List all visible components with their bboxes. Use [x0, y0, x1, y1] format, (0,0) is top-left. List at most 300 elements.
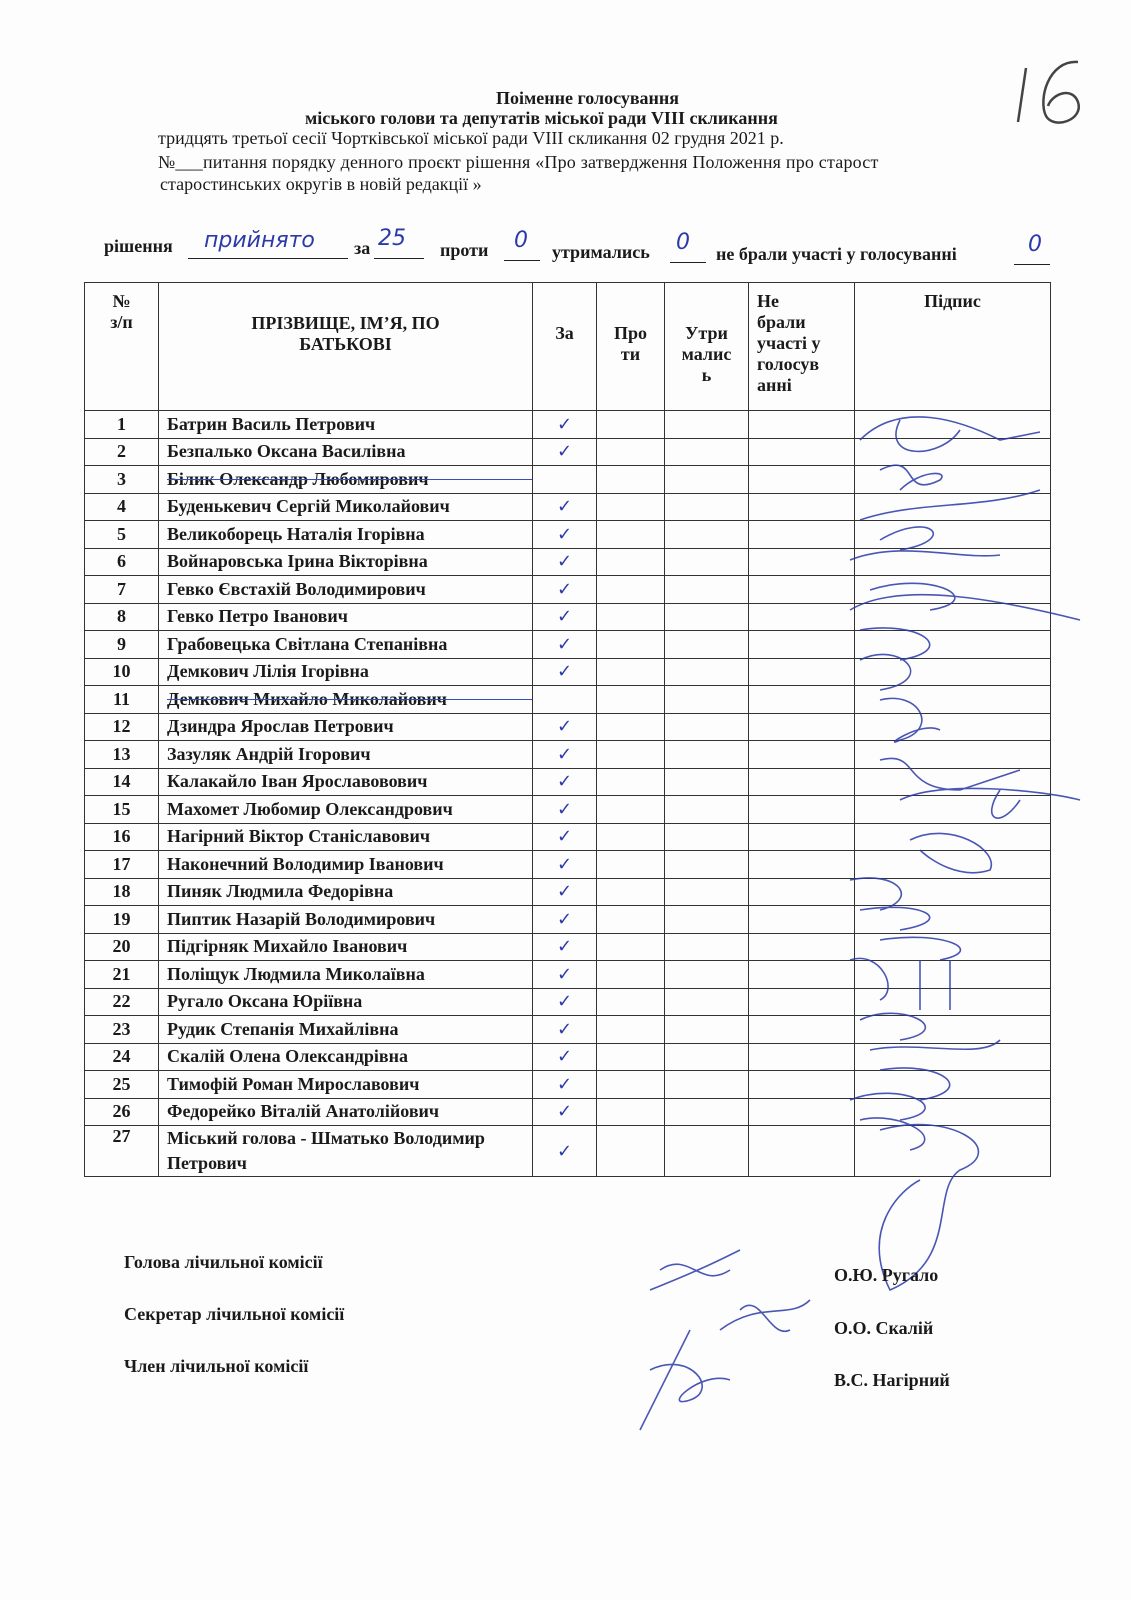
vote-against-cell	[597, 796, 665, 824]
check-mark-icon: ✓	[556, 441, 573, 463]
table-row	[85, 411, 1051, 439]
row-number-text: 6	[117, 551, 126, 572]
vote-abstain-cell	[665, 1043, 749, 1071]
vote-notvoted-cell	[749, 548, 855, 576]
vote-against-cell	[597, 658, 665, 686]
table-row	[85, 878, 1051, 906]
row-number-text: 5	[117, 523, 126, 544]
vote-abstain-cell	[665, 493, 749, 521]
handwritten-page-number	[1008, 50, 1098, 130]
deputy-name-text: Великоборець Наталія Ігорівна	[167, 523, 425, 544]
deputy-name-text: Махомет Любомир Олександрович	[167, 798, 453, 819]
vote-abstain-cell	[665, 906, 749, 934]
vote-abstain-cell	[665, 658, 749, 686]
deputy-name	[159, 603, 533, 631]
row-number-text: 12	[112, 716, 131, 737]
check-mark-icon: ✓	[556, 1073, 573, 1095]
decision-line	[104, 226, 1084, 272]
row-number-text: 19	[112, 908, 131, 929]
signature-cell	[855, 603, 1051, 631]
check-mark-icon: ✓	[556, 991, 573, 1013]
vote-abstain-cell	[665, 603, 749, 631]
deputy-name	[159, 796, 533, 824]
signature-cell	[855, 686, 1051, 714]
check-mark-icon: ✓	[556, 771, 573, 793]
vote-for-cell	[533, 548, 597, 576]
session-line: тридцять третьої сесії Чортківської міської ради VIII скликання 02 грудня 2021 р.	[158, 128, 784, 148]
vote-against-cell	[597, 411, 665, 439]
vote-against-cell	[597, 438, 665, 466]
row-number	[85, 878, 159, 906]
check-mark-icon: ✓	[556, 881, 573, 903]
vote-abstain-cell	[665, 851, 749, 879]
row-number-text: 16	[112, 826, 131, 847]
deputy-name-text: Ругало Оксана Юріївна	[167, 991, 363, 1012]
notvoted-value: 0	[1028, 232, 1042, 257]
row-number-text: 9	[117, 633, 126, 654]
vote-abstain-cell	[665, 1016, 749, 1044]
deputy-name	[159, 1043, 533, 1071]
deputy-name	[159, 961, 533, 989]
vote-notvoted-cell	[749, 906, 855, 934]
deputy-name-text: Міський голова - Шматько Володимир Петрович	[167, 1128, 485, 1173]
vote-notvoted-cell	[749, 1043, 855, 1071]
row-number-text: 23	[112, 1018, 131, 1039]
row-number-text: 11	[112, 688, 130, 709]
row-number	[85, 906, 159, 934]
vote-against-cell	[597, 1098, 665, 1126]
deputy-name-text: Тимофій Роман Мирославович	[167, 1073, 420, 1094]
table-row	[85, 741, 1051, 769]
deputy-name-text: Скалій Олена Олександрівна	[167, 1046, 408, 1067]
signature-cell	[855, 1016, 1051, 1044]
vote-abstain-cell	[665, 1098, 749, 1126]
check-mark-icon: ✓	[556, 963, 573, 985]
deputy-name	[159, 906, 533, 934]
col-against	[597, 283, 665, 411]
vote-notvoted-cell	[749, 988, 855, 1016]
table-row	[85, 438, 1051, 466]
vote-notvoted-cell	[749, 768, 855, 796]
deputy-name	[159, 878, 533, 906]
vote-abstain-cell	[665, 988, 749, 1016]
row-number	[85, 658, 159, 686]
vote-against-cell	[597, 548, 665, 576]
deputy-name-text: Грабовецька Світлана Степанівна	[167, 633, 448, 654]
row-number	[85, 713, 159, 741]
vote-notvoted-cell	[749, 1126, 855, 1177]
signature-cell	[855, 1098, 1051, 1126]
row-number-text: 14	[112, 771, 131, 792]
vote-for-cell	[533, 988, 597, 1016]
table-row	[85, 713, 1051, 741]
deputy-name-text: Наконечний Володимир Іванович	[167, 853, 444, 874]
deputy-name	[159, 1098, 533, 1126]
signature-cell	[855, 933, 1051, 961]
vote-against-cell	[597, 631, 665, 659]
row-number-text: 27	[112, 1126, 131, 1146]
signature-cell	[855, 411, 1051, 439]
deputy-name-text: Демкович Михайло Миколайович	[167, 688, 447, 709]
row-number	[85, 493, 159, 521]
deputy-name	[159, 548, 533, 576]
vote-notvoted-cell	[749, 741, 855, 769]
vote-against-cell	[597, 961, 665, 989]
for-value: 25	[378, 226, 406, 251]
check-mark-icon: ✓	[556, 716, 573, 738]
check-mark-icon: ✓	[556, 551, 573, 573]
signature-cell	[855, 823, 1051, 851]
header-number: № з/п	[110, 291, 133, 332]
check-mark-icon: ✓	[556, 908, 573, 930]
signature-cell	[855, 438, 1051, 466]
row-number-text: 15	[112, 798, 131, 819]
table-row	[85, 631, 1051, 659]
check-mark-icon: ✓	[556, 606, 573, 628]
vote-notvoted-cell	[749, 713, 855, 741]
vote-for-cell	[533, 713, 597, 741]
vote-abstain-cell	[665, 1126, 749, 1177]
deputy-name	[159, 686, 533, 714]
row-number	[85, 466, 159, 494]
row-number-text: 22	[112, 991, 131, 1012]
check-mark-icon: ✓	[556, 1140, 573, 1162]
row-number	[85, 411, 159, 439]
vote-notvoted-cell	[749, 631, 855, 659]
check-mark-icon: ✓	[556, 1018, 573, 1040]
voting-table	[84, 282, 1051, 1177]
vote-against-cell	[597, 878, 665, 906]
signature-cell	[855, 521, 1051, 549]
header-for: За	[555, 323, 574, 343]
deputy-name	[159, 741, 533, 769]
deputy-name-text: Дзиндра Ярослав Петрович	[167, 716, 394, 737]
vote-abstain-cell	[665, 713, 749, 741]
signature-cell	[855, 906, 1051, 934]
vote-for-cell	[533, 1043, 597, 1071]
check-mark-icon: ✓	[556, 1101, 573, 1123]
row-number-text: 10	[112, 661, 131, 682]
vote-for-cell	[533, 438, 597, 466]
row-number	[85, 1126, 159, 1177]
vote-for-cell	[533, 1071, 597, 1099]
member-label: Член лічильної комісії	[124, 1356, 309, 1376]
vote-abstain-cell	[665, 796, 749, 824]
vote-notvoted-cell	[749, 823, 855, 851]
deputy-name-text: Нагірний Віктор Станіславович	[167, 826, 430, 847]
vote-against-cell	[597, 466, 665, 494]
signature-cell	[855, 741, 1051, 769]
deputy-name-text: Гевко Петро Іванович	[167, 606, 348, 627]
table-row	[85, 466, 1051, 494]
deputy-name	[159, 521, 533, 549]
vote-against-cell	[597, 686, 665, 714]
row-number	[85, 1043, 159, 1071]
row-number	[85, 933, 159, 961]
vote-abstain-cell	[665, 686, 749, 714]
row-number-text: 1	[117, 413, 126, 434]
deputy-name-text: Зазуляк Андрій Ігорович	[167, 743, 371, 764]
deputy-name	[159, 988, 533, 1016]
vote-notvoted-cell	[749, 1071, 855, 1099]
vote-for-cell	[533, 1126, 597, 1177]
against-label: проти	[440, 240, 489, 260]
deputy-name	[159, 1071, 533, 1099]
vote-abstain-cell	[665, 438, 749, 466]
vote-abstain-cell	[665, 521, 749, 549]
agenda-line: №___питання порядку денного проєкт рішення «Про затвердження Положення про старост	[158, 152, 879, 172]
vote-for-cell	[533, 933, 597, 961]
chair-name: О.Ю. Ругало	[834, 1265, 939, 1285]
row-number-text: 13	[112, 743, 131, 764]
vote-notvoted-cell	[749, 1098, 855, 1126]
vote-abstain-cell	[665, 411, 749, 439]
table-row	[85, 851, 1051, 879]
row-number-text: 17	[112, 853, 131, 874]
row-number-text: 26	[112, 1101, 131, 1122]
deputy-name	[159, 411, 533, 439]
check-mark-icon: ✓	[556, 413, 573, 435]
vote-against-cell	[597, 1126, 665, 1177]
vote-notvoted-cell	[749, 493, 855, 521]
vote-for-cell	[533, 603, 597, 631]
title-line-1: Поіменне голосування	[496, 88, 680, 108]
vote-for-cell	[533, 878, 597, 906]
row-number-text: 2	[117, 441, 126, 462]
against-value: 0	[514, 228, 528, 253]
deputy-name-text: Пиптик Назарій Володимирович	[167, 908, 436, 929]
vote-notvoted-cell	[749, 521, 855, 549]
vote-against-cell	[597, 1016, 665, 1044]
table-row	[85, 658, 1051, 686]
header-name: ПРІЗВИЩЕ, ІМ’Я, ПО БАТЬКОВІ	[251, 313, 440, 354]
row-number	[85, 1098, 159, 1126]
for-label: за	[354, 238, 371, 258]
check-mark-icon: ✓	[556, 578, 573, 600]
col-number	[85, 283, 159, 411]
check-mark-icon: ✓	[556, 936, 573, 958]
vote-against-cell	[597, 988, 665, 1016]
check-mark-icon: ✓	[556, 496, 573, 518]
table-row	[85, 1126, 1051, 1177]
row-number	[85, 438, 159, 466]
vote-for-cell	[533, 851, 597, 879]
row-number	[85, 1071, 159, 1099]
deputy-name	[159, 768, 533, 796]
vote-notvoted-cell	[749, 686, 855, 714]
vote-notvoted-cell	[749, 438, 855, 466]
row-number-text: 20	[112, 936, 131, 957]
vote-notvoted-cell	[749, 851, 855, 879]
vote-notvoted-cell	[749, 796, 855, 824]
vote-against-cell	[597, 1043, 665, 1071]
deputy-name-text: Демкович Лілія Ігорівна	[167, 661, 369, 682]
deputy-name	[159, 658, 533, 686]
row-number-text: 3	[117, 468, 126, 489]
table-row	[85, 823, 1051, 851]
vote-abstain-cell	[665, 933, 749, 961]
row-number-text: 18	[112, 881, 131, 902]
vote-abstain-cell	[665, 631, 749, 659]
signature-cell	[855, 493, 1051, 521]
vote-for-cell	[533, 411, 597, 439]
vote-against-cell	[597, 906, 665, 934]
vote-for-cell	[533, 823, 597, 851]
deputy-name-text: Пиняк Людмила Федорівна	[167, 881, 394, 902]
vote-against-cell	[597, 741, 665, 769]
vote-notvoted-cell	[749, 658, 855, 686]
deputy-name-text: Батрин Василь Петрович	[167, 413, 376, 434]
check-mark-icon: ✓	[556, 523, 573, 545]
vote-for-cell	[533, 1098, 597, 1126]
vote-for-cell	[533, 576, 597, 604]
deputy-name-text: Гевко Євстахій Володимирович	[167, 578, 426, 599]
secretary-label: Секретар лічильної комісії	[124, 1304, 345, 1324]
row-number	[85, 768, 159, 796]
table-row	[85, 768, 1051, 796]
vote-for-cell	[533, 796, 597, 824]
vote-notvoted-cell	[749, 466, 855, 494]
row-number	[85, 851, 159, 879]
table-row	[85, 1071, 1051, 1099]
vote-notvoted-cell	[749, 961, 855, 989]
row-number-text: 7	[117, 578, 126, 599]
vote-abstain-cell	[665, 576, 749, 604]
vote-abstain-cell	[665, 466, 749, 494]
member-name: В.С. Нагірний	[834, 1370, 950, 1390]
signature-cell	[855, 1043, 1051, 1071]
table-row	[85, 961, 1051, 989]
vote-for-cell	[533, 466, 597, 494]
deputy-name-text: Поліщук Людмила Миколаївна	[167, 963, 425, 984]
vote-for-cell	[533, 686, 597, 714]
check-mark-icon: ✓	[556, 743, 573, 765]
header-notvoted: Не брали участі у голосув анні	[757, 291, 821, 395]
vote-notvoted-cell	[749, 411, 855, 439]
signature-cell	[855, 548, 1051, 576]
check-mark-icon: ✓	[556, 798, 573, 820]
deputy-name-text: Рудик Степанія Михайлівна	[167, 1018, 399, 1039]
abstain-label: утримались	[552, 242, 650, 262]
table-row	[85, 576, 1051, 604]
deputy-name	[159, 631, 533, 659]
chair-label: Голова лічильної комісії	[124, 1252, 323, 1272]
signature-cell	[855, 878, 1051, 906]
vote-for-cell	[533, 493, 597, 521]
decision-label: рішення	[104, 236, 173, 256]
signature-cell	[855, 466, 1051, 494]
vote-abstain-cell	[665, 823, 749, 851]
row-number	[85, 741, 159, 769]
signature-cell	[855, 768, 1051, 796]
deputy-name-text: Буденькевич Сергій Миколайович	[167, 496, 450, 517]
signature-cell	[855, 1071, 1051, 1099]
vote-for-cell	[533, 768, 597, 796]
vote-against-cell	[597, 823, 665, 851]
row-number-text: 24	[112, 1046, 131, 1067]
deputy-name-text: Войнаровська Ірина Вікторівна	[167, 551, 428, 572]
table-row	[85, 686, 1051, 714]
vote-for-cell	[533, 521, 597, 549]
col-name	[159, 283, 533, 411]
signature-cell	[855, 851, 1051, 879]
vote-for-cell	[533, 741, 597, 769]
vote-for-cell	[533, 906, 597, 934]
table-row	[85, 988, 1051, 1016]
table-row	[85, 1098, 1051, 1126]
check-mark-icon: ✓	[556, 853, 573, 875]
vote-notvoted-cell	[749, 933, 855, 961]
vote-for-cell	[533, 631, 597, 659]
table-row	[85, 493, 1051, 521]
vote-abstain-cell	[665, 768, 749, 796]
deputy-name	[159, 493, 533, 521]
secretary-name: О.О. Скалій	[834, 1318, 934, 1338]
col-abstain	[665, 283, 749, 411]
vote-abstain-cell	[665, 961, 749, 989]
check-mark-icon: ✓	[556, 826, 573, 848]
vote-for-cell	[533, 658, 597, 686]
row-number-text: 8	[117, 606, 126, 627]
row-number	[85, 796, 159, 824]
vote-against-cell	[597, 933, 665, 961]
vote-notvoted-cell	[749, 576, 855, 604]
signature-cell	[855, 631, 1051, 659]
row-number	[85, 576, 159, 604]
header-signature: Підпис	[924, 291, 981, 311]
deputy-name-text: Білик Олександр Любомирович	[167, 468, 429, 489]
header-against: Про ти	[613, 323, 647, 364]
row-number	[85, 686, 159, 714]
signature-cell	[855, 988, 1051, 1016]
vote-notvoted-cell	[749, 1016, 855, 1044]
check-mark-icon: ✓	[556, 661, 573, 683]
signature-cell	[855, 658, 1051, 686]
vote-abstain-cell	[665, 548, 749, 576]
signature-cell	[855, 713, 1051, 741]
row-number	[85, 1016, 159, 1044]
table-row	[85, 603, 1051, 631]
deputy-name-text: Підгірняк Михайло Іванович	[167, 936, 408, 957]
vote-against-cell	[597, 768, 665, 796]
row-number-text: 25	[112, 1073, 131, 1094]
vote-against-cell	[597, 1071, 665, 1099]
table-row	[85, 933, 1051, 961]
col-for	[533, 283, 597, 411]
deputy-name	[159, 438, 533, 466]
row-number	[85, 823, 159, 851]
check-mark-icon: ✓	[556, 633, 573, 655]
signature-cell	[855, 796, 1051, 824]
vote-against-cell	[597, 713, 665, 741]
deputy-name	[159, 466, 533, 494]
table-row	[85, 906, 1051, 934]
deputy-name	[159, 823, 533, 851]
row-number	[85, 988, 159, 1016]
row-number-text: 4	[117, 496, 126, 517]
header-abstain: Утри малис ь	[681, 323, 732, 385]
deputy-name	[159, 851, 533, 879]
row-number	[85, 961, 159, 989]
table-row	[85, 796, 1051, 824]
signature-cell	[855, 961, 1051, 989]
table-row	[85, 1043, 1051, 1071]
row-number-text: 21	[112, 963, 131, 984]
deputy-name	[159, 1016, 533, 1044]
row-number	[85, 631, 159, 659]
vote-against-cell	[597, 493, 665, 521]
table-row	[85, 548, 1051, 576]
